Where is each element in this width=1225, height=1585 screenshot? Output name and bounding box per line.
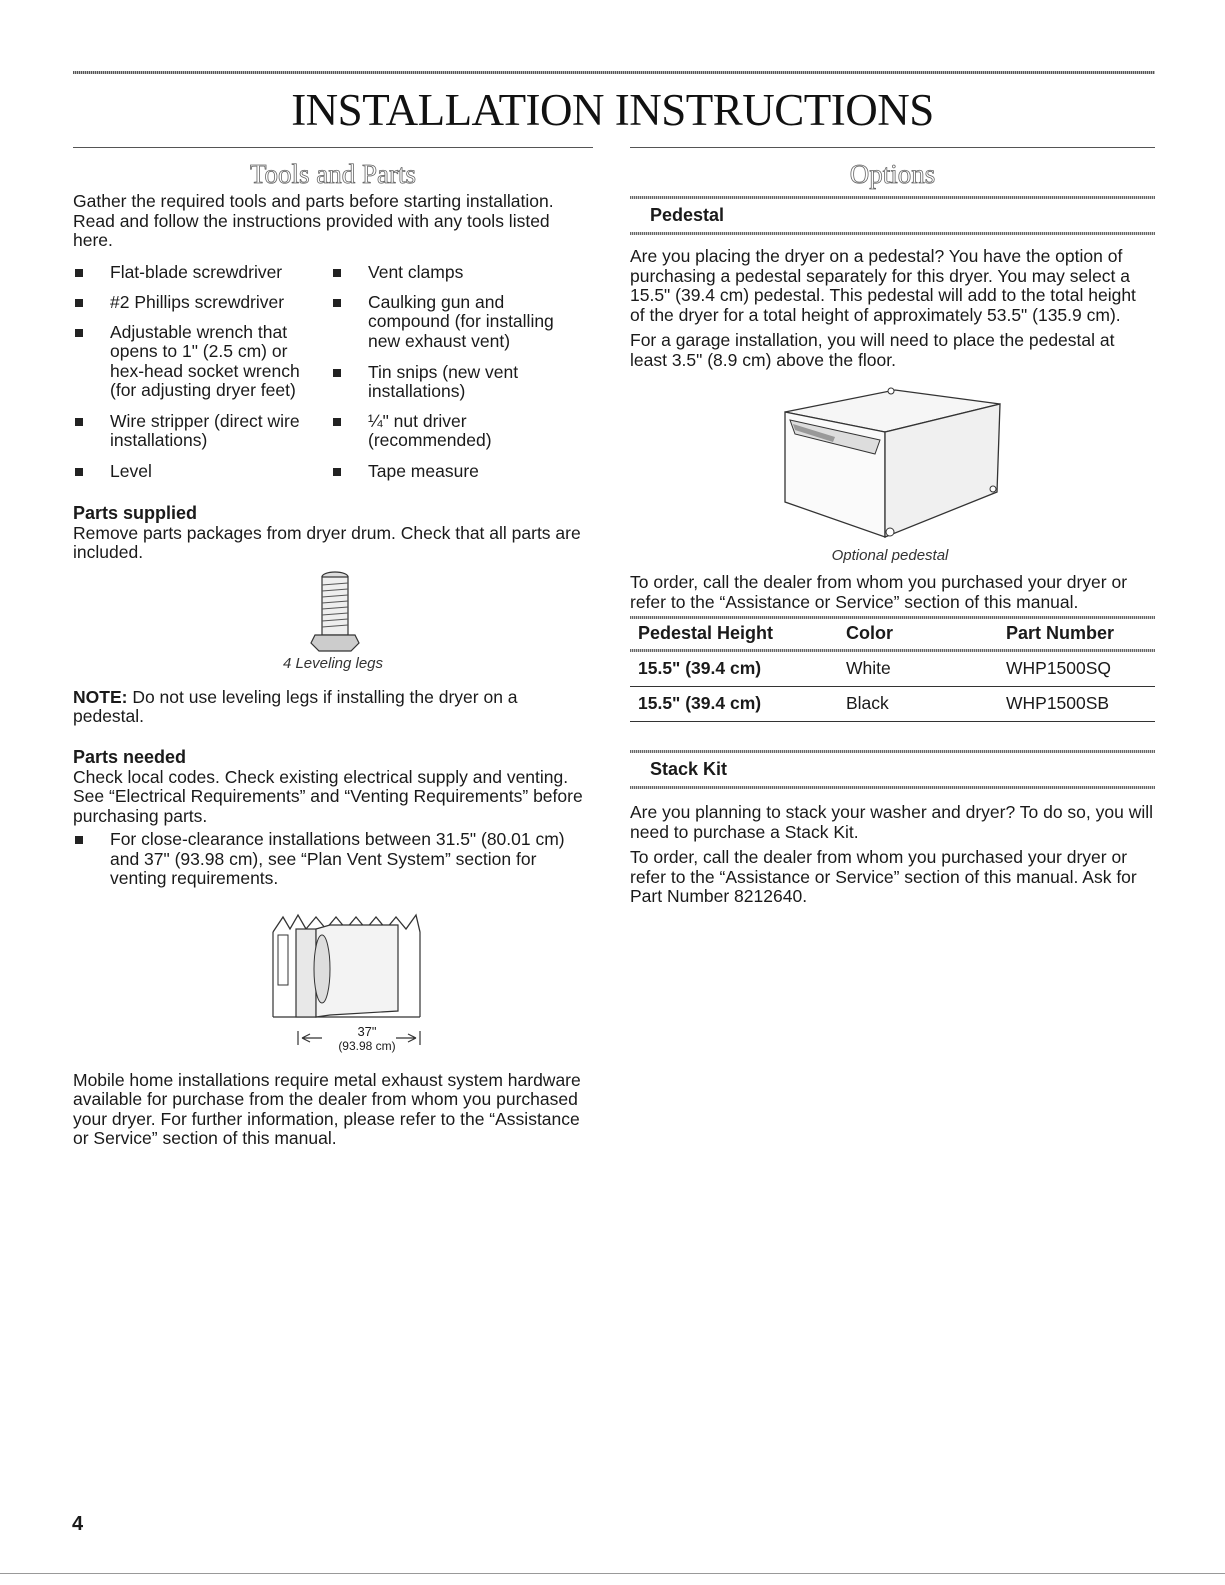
note-label: NOTE: xyxy=(73,686,128,707)
tool-item: Level xyxy=(73,462,350,482)
bottom-rule xyxy=(0,1573,1225,1574)
pedestal-heading: Pedestal xyxy=(650,205,725,225)
parts-supplied-text: Remove parts packages from dryer drum. Check that all parts are included. xyxy=(73,522,581,562)
table-row xyxy=(630,687,1155,722)
table-cell: White xyxy=(846,658,891,678)
tools-list xyxy=(73,263,593,503)
pedestal-figure xyxy=(630,370,1155,565)
dimension-inches: 37" xyxy=(357,1023,377,1039)
section-rule xyxy=(73,147,593,148)
tool-item: Adjustable wrench that opens to 1" (2.5 cm) or hex-head socket wrench (for adjusting dryer feet) xyxy=(73,323,315,401)
pedestal-text: Are you placing the dryer on a pedestal? You have the option of purchasing a pedestal separately for this dryer. You may select a 15.5" (39.4 cm) pedestal. This pedestal will add to the total height of the dryer for a total height of approximately 53.5" (135.9 cm). xyxy=(630,246,1136,325)
tools-parts-heading: Tools and Parts xyxy=(249,159,417,189)
header-part-number: Part Number xyxy=(1006,623,1115,643)
tool-item: Vent clamps xyxy=(331,263,593,283)
tool-item: #2 Phillips screwdriver xyxy=(73,293,350,313)
closet-figure xyxy=(73,889,593,1059)
pedestal-caption: Optional pedestal xyxy=(831,547,949,564)
top-rule xyxy=(73,71,1155,74)
page-title: INSTALLATION INSTRUCTIONS xyxy=(291,85,934,135)
header-pedestal-height: Pedestal Height xyxy=(638,623,774,643)
pedestal-illustration xyxy=(765,382,1015,542)
close-clearance-bullet: For close-clearance installations between 31.5" (80.01 cm) and 37" (93.98 cm), see “Plan Vent System” section for venting requirements. xyxy=(73,830,580,889)
page-number: 4 xyxy=(72,1513,84,1535)
table-cell: 15.5" (39.4 cm) xyxy=(638,658,762,678)
header-color: Color xyxy=(846,623,893,643)
dotted-rule xyxy=(630,786,1155,789)
stack-kit-text: Are you planning to stack your washer and dryer? To do so, you will need to purchase a Stack Kit. xyxy=(630,802,1154,842)
dotted-rule xyxy=(630,232,1155,235)
pedestal-order-text: To order, call the dealer from whom you purchased your dryer or refer to the “Assistance or Service” section of this manual. xyxy=(630,572,1128,612)
leveling-leg-illustration xyxy=(305,569,365,659)
parts-needed-heading: Parts needed xyxy=(73,746,187,767)
table-cell: WHP1500SQ xyxy=(1006,658,1112,678)
tool-item: Caulking gun and compound (for installing new exhaust vent) xyxy=(331,293,568,352)
tool-item: ¼" nut driver (recommended) xyxy=(331,412,508,451)
table-cell: WHP1500SB xyxy=(1006,693,1110,713)
dimension-cm: (93.98 cm) xyxy=(338,1038,396,1053)
table-header-row xyxy=(630,619,1155,649)
table-cell: 15.5" (39.4 cm) xyxy=(638,693,762,713)
garage-text: For a garage installation, you will need to place the pedestal at least 3.5" (8.9 cm) above the floor. xyxy=(630,330,1115,370)
tool-item: Flat-blade screwdriver xyxy=(73,263,350,283)
options-section xyxy=(630,147,1155,907)
tools-parts-section xyxy=(73,147,593,1149)
tool-item: Tin snips (new vent installations) xyxy=(331,363,538,402)
leveling-legs-caption: 4 Leveling legs xyxy=(282,654,384,672)
table-row xyxy=(630,652,1155,687)
tools-intro: Gather the required tools and parts before starting installation. Read and follow the instructions provided with any tools listed here. xyxy=(73,191,554,250)
section-rule xyxy=(630,147,1155,148)
leveling-legs-figure xyxy=(73,563,593,672)
options-heading: Options xyxy=(849,159,936,189)
stack-kit-heading: Stack Kit xyxy=(650,759,728,779)
pedestal-table xyxy=(630,619,1155,722)
mobile-home-text: Mobile home installations require metal exhaust system hardware available for purchase from the dealer from whom you purchased your dryer. For further information, please refer to the “Assistance or Service” section of this manual. xyxy=(73,1069,581,1148)
parts-needed-text: Check local codes. Check existing electrical supply and venting. See “Electrical Requirements” and “Venting Requirements” before purchasing parts. xyxy=(73,766,583,826)
note-paragraph xyxy=(73,688,593,727)
tool-item: Tape measure xyxy=(331,462,593,482)
table-cell: Black xyxy=(846,693,889,713)
tool-item: Wire stripper (direct wire installations) xyxy=(73,412,315,451)
stack-kit-order-text: To order, call the dealer from whom you purchased your dryer or refer to the “Assistance or Service” section of this manual. Ask for Part Number 8212640. xyxy=(630,847,1137,906)
parts-supplied-heading: Parts supplied xyxy=(73,502,198,523)
note-text: Do not use leveling legs if installing the dryer on a pedestal. xyxy=(73,686,518,726)
